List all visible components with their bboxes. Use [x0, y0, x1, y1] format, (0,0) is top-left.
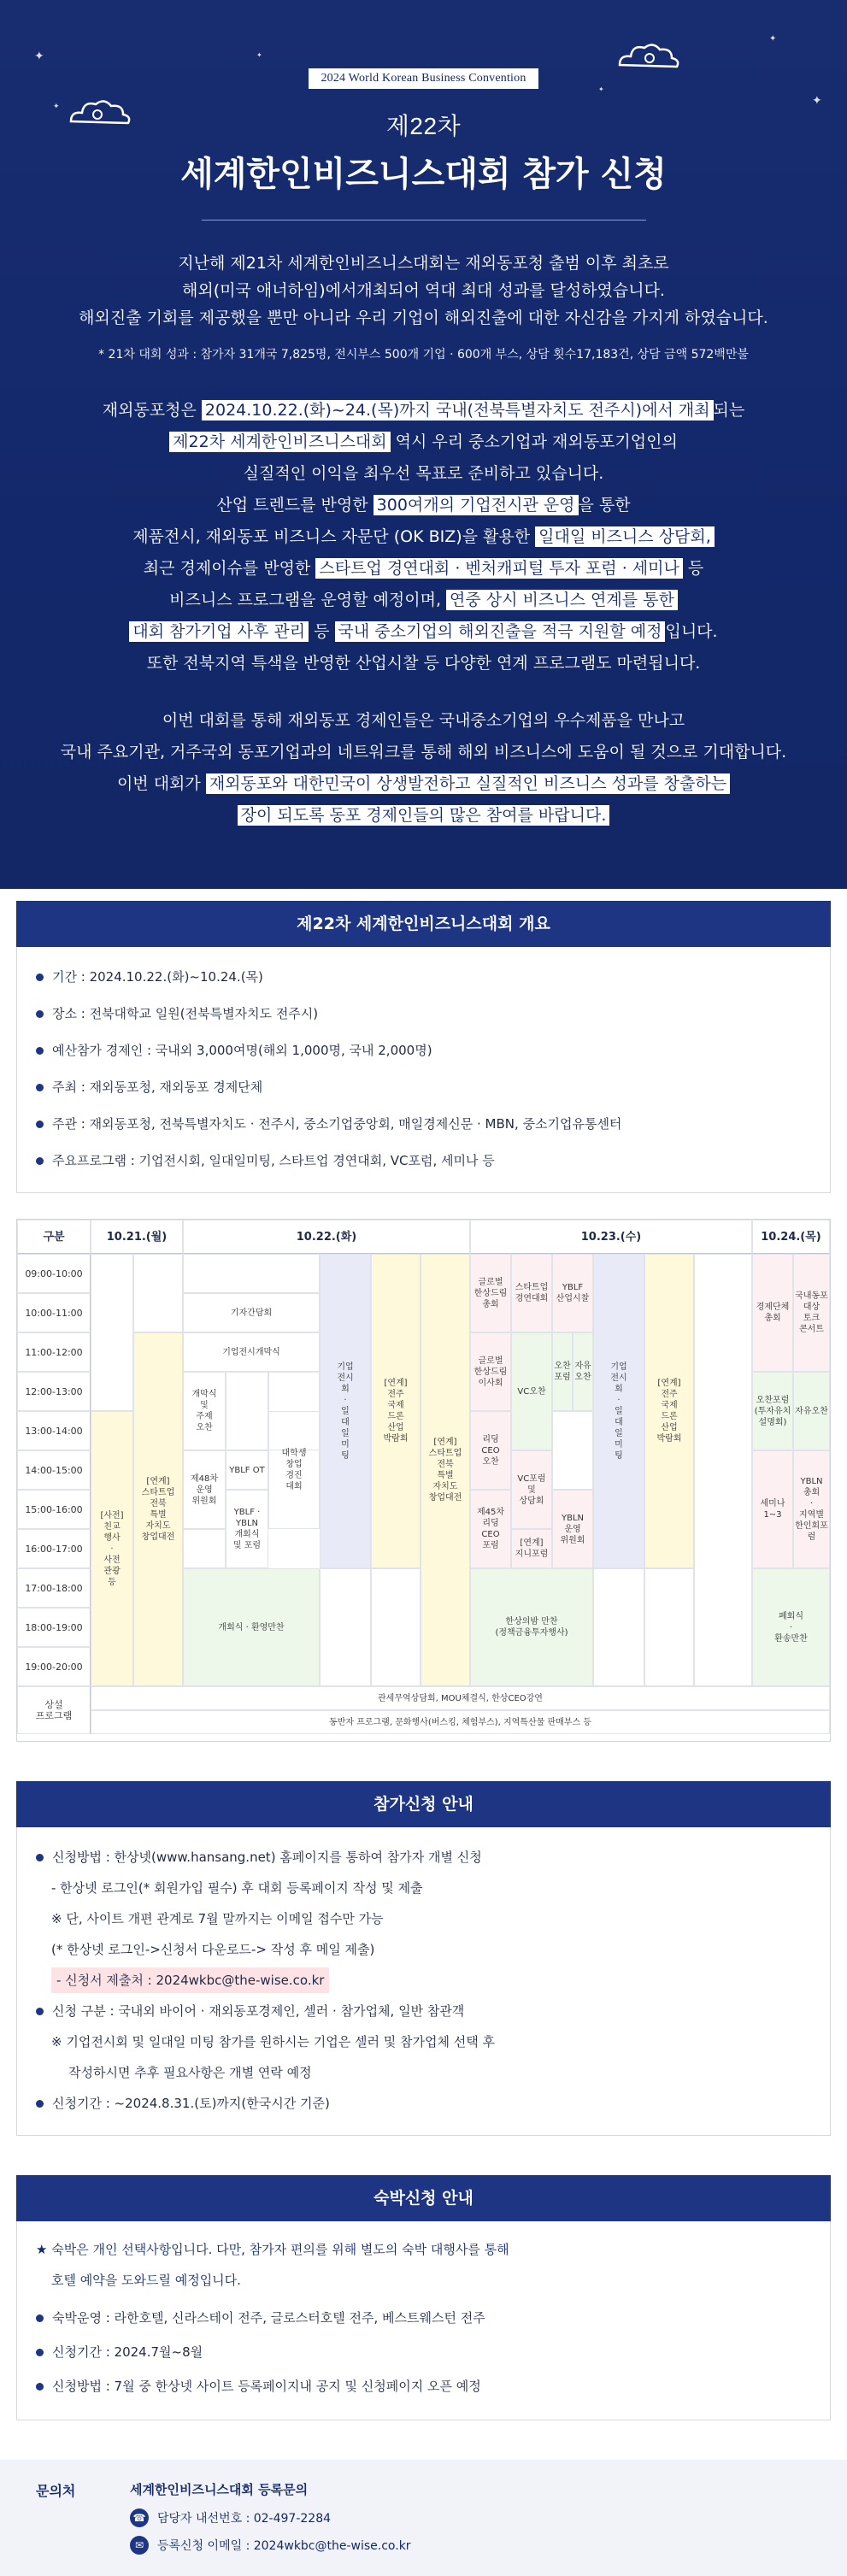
schedule-block: 세미나 1~3: [752, 1450, 793, 1568]
highlight-text: 장이 되도록 동포 경제인들의 많은 참여를 바랍니다.: [238, 805, 610, 826]
highlight-text: 국내 중소기업의 해외진출을 적극 지원할 예정: [335, 621, 666, 642]
star-icon: ✦: [812, 94, 822, 108]
overview-item-text: 예산참가 경제인 : 국내외 3,000여명(해외 1,000명, 국내 2,000명): [52, 1043, 432, 1058]
overview-item-text: 기간 : 2024.10.22.(화)~10.24.(목): [52, 969, 263, 985]
schedule-block: 기업 전시 회 · 일 대 일 미 팅: [593, 1254, 644, 1568]
text-segment: 국내 주요기관, 거주국외 동포기업과의 네트워크를 통해 해외 비즈니스에 도움이 될 것으로 기대합니다.: [60, 743, 787, 762]
schedule-block: 기자간담회: [183, 1293, 320, 1332]
paragraph-line: [0, 553, 847, 585]
schedule-block: 개막식 및 주제 오찬: [183, 1372, 226, 1450]
text-segment: 비즈니스 프로그램을 운영할 예정이며,: [169, 591, 447, 609]
overview-item-text: 주관 : 재외동포청, 전북특별자치도 · 전주시, 중소기업중앙회, 매일경제신문 · MBN, 중소기업유통센터: [52, 1116, 622, 1132]
star-icon: ✦: [256, 51, 262, 59]
schedule-block: 제48차 운영 위원회: [183, 1450, 226, 1529]
schedule-time-slot: 11:00-12:00: [17, 1332, 91, 1372]
hotel-item: [36, 2339, 811, 2365]
schedule-day-header: 10.24.(목): [752, 1220, 830, 1254]
schedule-time-slot: 19:00-20:00: [17, 1647, 91, 1686]
apply-period-text: 신청기간 : ~2024.8.31.(토)까지(한국시간 기준): [52, 2096, 330, 2111]
paragraph-line: [0, 521, 847, 553]
hotel-item: [36, 2305, 811, 2331]
schedule-block: VC포럼 및 상담회: [511, 1450, 552, 1529]
intro-line: 해외(미국 애너하임)에서개최되어 역대 최대 성과를 달성하였습니다.: [182, 281, 665, 300]
overview-title: 제22차 세계한인비즈니스대회 개요: [16, 901, 831, 947]
schedule-empty: [226, 1372, 268, 1450]
schedule-block: YBLN 운영 위원회: [552, 1490, 593, 1568]
schedule-empty: [133, 1254, 183, 1332]
schedule-block: [연계] 스타트업 전북 특별 자치도 창업대전: [421, 1254, 470, 1686]
highlight-text: 대회 참가기업 사후 관리: [129, 621, 309, 642]
apply-method: [36, 1844, 811, 1870]
paragraph-line: [0, 395, 847, 426]
overview-item-text: 주최 : 재외동포청, 재외동포 경제단체: [52, 1079, 263, 1095]
text-segment: 되는: [713, 401, 745, 420]
text-segment: 등: [682, 559, 704, 578]
intro-line: 지난해 제21차 세계한인비즈니스대회는 재외동포청 출범 이후 최초로: [178, 254, 669, 273]
highlight-text: 일대일 비즈니스 상담회,: [535, 526, 715, 547]
bullet-icon: [36, 1084, 44, 1091]
schedule-empty: [644, 1568, 694, 1686]
bullet-icon: [36, 1047, 44, 1055]
body-paragraph: [0, 395, 847, 679]
schedule-block: 기업전시개막식: [183, 1332, 320, 1372]
edition-label: 제22차: [385, 113, 462, 139]
schedule-time-slot: 09:00-10:00: [17, 1254, 91, 1293]
schedule-block: 폐회식 · 환송만찬: [752, 1568, 830, 1686]
overview-item: [36, 1111, 811, 1137]
text-segment: 재외동포청은: [102, 401, 202, 420]
intro-note: * 21차 대회 성과 : 참가자 31개국 7,825명, 전시부스 500개 기업 · 600개 부스, 상담 횟수17,183건, 상담 금액 572백만불: [98, 348, 749, 362]
schedule-block: 한상의밤 만찬 (정책금융투자행사): [470, 1568, 593, 1686]
mail-icon: ✉: [130, 2536, 149, 2555]
hotel-item-text: 신청방법 : 7월 중 한상넷 사이트 등록페이지내 공지 및 신청페이지 오픈 예정: [52, 2379, 481, 2394]
page-title: 세계한인비즈니스대회 참가 신청: [180, 155, 667, 194]
contact-phone-row: [130, 2508, 411, 2527]
bullet-icon: [36, 2008, 44, 2015]
schedule-empty: [183, 1254, 320, 1293]
hotel-title: 숙박신청 안내: [16, 2175, 831, 2221]
bullet-icon: [36, 2383, 44, 2391]
highlight-text: 재외동포와 대한민국이 상생발전하고 실질적인 비즈니스 성과를 창출하는: [206, 773, 730, 794]
schedule-block: 대학생 창업 경진 대회: [268, 1411, 320, 1529]
apply-category-sub: ※ 기업전시회 및 일대일 미팅 참가를 원하시는 기업은 셀러 및 참가업체 선택 후: [51, 2034, 495, 2050]
phone-icon: ☎: [130, 2508, 149, 2527]
apply-body: [16, 1827, 831, 2136]
apply-title: 참가신청 안내: [16, 1781, 831, 1827]
paragraph-line: [0, 616, 847, 648]
bullet-icon: [36, 1157, 44, 1165]
intro-text: [0, 250, 847, 362]
apply-category-sub: 작성하시면 추후 필요사항은 개별 연락 예정: [68, 2065, 312, 2080]
contact-footer: [0, 2460, 847, 2576]
overview-item: [36, 964, 811, 990]
contact-phone[interactable]: 담당자 내선번호 : 02-497-2284: [157, 2512, 332, 2526]
star-icon: ✦: [598, 85, 604, 93]
schedule-resident-label: 상설 프로그램: [17, 1686, 91, 1734]
contact-email[interactable]: 등록신청 이메일 : 2024wkbc@the-wise.co.kr: [157, 2539, 411, 2553]
schedule-block: 자유오찬: [793, 1372, 830, 1450]
schedule-time-slot: 10:00-11:00: [17, 1293, 91, 1332]
contact-label: 문의처: [36, 2483, 76, 2499]
schedule-empty: [320, 1568, 371, 1686]
bullet-icon: [36, 1854, 44, 1861]
text-segment: 을 통한: [578, 496, 631, 515]
overview-item: [36, 1148, 811, 1173]
cloud-ornament-right: [615, 39, 684, 74]
schedule-block: [연계] 전주 국제 드론 산업 박람회: [644, 1254, 694, 1568]
overview-item: [36, 1001, 811, 1026]
paragraph-line: [0, 426, 847, 458]
schedule-block: YBLN 총회 · 지역별 한인회포럼: [793, 1450, 830, 1568]
closing-paragraph: [0, 705, 847, 832]
schedule-block: 글로벌 한상드림 이사회: [470, 1332, 511, 1411]
cloud-ornament-left: [67, 96, 135, 130]
schedule-empty: [91, 1254, 133, 1411]
schedule-time-slot: 14:00-15:00: [17, 1450, 91, 1490]
paragraph-line: [0, 585, 847, 616]
overview-item-text: 주요프로그램 : 기업전시회, 일대일미팅, 스타트업 경연대회, VC포럼, 세미나 등: [52, 1153, 495, 1168]
text-segment: 등: [309, 622, 335, 641]
star-icon: ✦: [769, 34, 777, 44]
schedule-empty: [371, 1568, 421, 1686]
text-segment: 또한 전북지역 특색을 반영한 산업시찰 등 다양한 연계 프로그램도 마련됩니다.: [146, 654, 701, 673]
schedule-block: [연계] 지니포럼: [511, 1529, 552, 1568]
hotel-section: [0, 2136, 847, 2420]
paragraph-line: [0, 768, 847, 800]
contact-email-row: [130, 2536, 411, 2555]
highlight-text: 2024.10.22.(화)~24.(목)까지 국내(전북특별자치도 전주시)에서 개최: [202, 400, 714, 421]
schedule-block: [사전] 친교 행사 · 사전 관광 등: [91, 1411, 133, 1686]
text-segment: 역시 우리 중소기업과 재외동포기업인의: [390, 432, 678, 451]
schedule-time-slot: 18:00-19:00: [17, 1608, 91, 1647]
star-icon: ✦: [53, 103, 60, 111]
schedule-empty: [694, 1254, 752, 1686]
schedule-table: [16, 1219, 831, 1742]
highlight-text: 300여개의 기업전시관 운영: [374, 495, 579, 515]
apply-method-sub: ※ 단, 사이트 개편 관계로 7월 말까지는 이메일 접수만 가능: [51, 1911, 384, 1926]
apply-method-sub: (* 한상넷 로그인->신청서 다운로드-> 작성 후 메일 제출): [51, 1942, 375, 1957]
text-segment: 제품전시, 재외동포 비즈니스 자문단 (OK BIZ)을 활용한: [132, 527, 536, 546]
schedule-block: 리딩 CEO 오찬: [470, 1411, 511, 1490]
paragraph-line: [0, 648, 847, 679]
apply-method-sub: - 한상넷 로그인(* 회원가입 필수) 후 대회 등록페이지 작성 및 제출: [51, 1880, 423, 1896]
paragraph-line: [0, 490, 847, 521]
hotel-body: [16, 2221, 831, 2420]
schedule-resident-line: 관세무역상담회, MOU체결식, 한상CEO강연: [91, 1686, 830, 1710]
overview-item-text: 장소 : 전북대학교 일원(전북특별자치도 전주시): [52, 1006, 319, 1021]
schedule-block: 경제단체 총회: [752, 1254, 793, 1372]
schedule-header-label: 구분: [17, 1220, 91, 1254]
schedule-block: [연계] 스타트업 전북 특별 자치도 창업대전: [133, 1332, 183, 1686]
text-segment: 입니다.: [665, 622, 718, 641]
hotel-note: 호텔 예약을 도와드릴 예정입니다.: [51, 2273, 241, 2288]
text-segment: 실질적인 이익을 최우선 목표로 준비하고 있습니다.: [243, 464, 604, 483]
schedule-day-header: 10.22.(화): [183, 1220, 470, 1254]
bullet-icon: [36, 1120, 44, 1128]
intro-line: 해외진출 기회를 제공했을 뿐만 아니라 우리 기업이 해외진출에 대한 자신감을 가지게 하였습니다.: [79, 309, 768, 327]
hotel-item-text: 신청기간 : 2024.7월~8월: [52, 2344, 203, 2360]
schedule-time-slot: 17:00-18:00: [17, 1568, 91, 1608]
overview-section: [0, 889, 847, 1193]
schedule-block: 국내동포 대상 토크 콘서트: [793, 1254, 830, 1372]
schedule-block: YBLF OT: [226, 1450, 268, 1490]
bullet-icon: [36, 1010, 44, 1018]
apply-section: [0, 1742, 847, 2136]
text-segment: 이번 대회를 통해 재외동포 경제인들은 국내중소기업의 우수제품을 만나고: [162, 711, 685, 730]
apply-category-text: 신청 구분 : 국내외 바이어 · 재외동포경제인, 셀러 · 참가업체, 일반 참관객: [52, 2003, 465, 2019]
star-icon: ✦: [34, 50, 44, 63]
hotel-note: ★ 숙박은 개인 선택사항입니다. 다만, 참가자 편의를 위해 별도의 숙박 대행사를 통해: [36, 2242, 509, 2257]
schedule-block: 제45차 리딩 CEO 포럼: [470, 1490, 511, 1568]
schedule-resident-line: 동반자 프로그램, 문화행사(버스킹, 체험부스), 지역특산물 판매부스 등: [91, 1710, 830, 1734]
apply-email-row: [36, 1967, 811, 1993]
hotel-item: [36, 2373, 811, 2399]
schedule-block: 기업 전시 회 · 일 대 일 미 팅: [320, 1254, 371, 1568]
schedule-block: 스타트업 경연대회: [511, 1254, 552, 1332]
schedule-block: VC오찬: [511, 1332, 552, 1450]
paragraph-line: [0, 737, 847, 768]
contact-details: [130, 2480, 411, 2555]
schedule-block: 글로벌 한상드림 총회: [470, 1254, 511, 1332]
text-segment: 최근 경제이슈를 반영한: [143, 559, 316, 578]
highlight-text: 스타트업 경연대회 · 벤처캐피털 투자 포럼 · 세미나: [315, 558, 682, 579]
schedule-block: 오찬 포럼: [552, 1332, 573, 1411]
apply-category: [36, 1998, 811, 2024]
schedule-day-header: 10.23.(수): [470, 1220, 752, 1254]
bullet-icon: [36, 2100, 44, 2108]
hotel-item-text: 숙박운영 : 라한호텔, 신라스테이 전주, 글로스터호텔 전주, 베스트웨스턴 전주: [52, 2310, 485, 2326]
convention-badge: 2024 World Korean Business Convention: [309, 68, 538, 89]
schedule-time-slot: 15:00-16:00: [17, 1490, 91, 1529]
schedule-time-slot: 16:00-17:00: [17, 1529, 91, 1568]
schedule-empty: [552, 1411, 593, 1490]
paragraph-line: [0, 705, 847, 737]
contact-title: 세계한인비즈니스대회 등록문의: [130, 2482, 309, 2497]
apply-method-text: 신청방법 : 한상넷(www.hansang.net) 홈페이지를 통하여 참가자 개별 신청: [52, 1850, 482, 1865]
bullet-icon: [36, 2349, 44, 2356]
text-segment: 산업 트렌드를 반영한: [216, 496, 374, 515]
overview-item: [36, 1074, 811, 1100]
schedule-time-slot: 12:00-13:00: [17, 1372, 91, 1411]
schedule-empty: [183, 1529, 226, 1568]
highlight-text: 연중 상시 비즈니스 연계를 통한: [446, 590, 678, 610]
schedule-block: 자유 오찬: [573, 1332, 593, 1411]
schedule-time-slot: 13:00-14:00: [17, 1411, 91, 1450]
schedule-day-header: 10.21.(월): [91, 1220, 183, 1254]
bullet-icon: [36, 973, 44, 981]
overview-item: [36, 1038, 811, 1063]
schedule-block: [연계] 전주 국제 드론 산업 박람회: [371, 1254, 421, 1568]
paragraph-line: [0, 800, 847, 832]
schedule-block: YBLF · YBLN 개회식 및 포럼: [226, 1490, 268, 1568]
schedule-block: YBLF 산업시찰: [552, 1254, 593, 1332]
apply-email[interactable]: - 신청서 제출처 : 2024wkbc@the-wise.co.kr: [51, 1967, 329, 1993]
bullet-icon: [36, 2314, 44, 2322]
schedule-empty: [593, 1568, 644, 1686]
hero-section: [0, 0, 847, 889]
schedule-block: 오찬포럼 (투자유치 설명회): [752, 1372, 793, 1450]
schedule-section: [0, 1193, 847, 1742]
overview-body: [16, 947, 831, 1193]
paragraph-line: [0, 458, 847, 490]
schedule-block: 개회식 · 환영만찬: [183, 1568, 320, 1686]
apply-period: [36, 2091, 811, 2116]
highlight-text: 제22차 세계한인비즈니스대회: [169, 432, 390, 452]
title-divider: [202, 220, 646, 221]
text-segment: 이번 대회가: [116, 774, 206, 793]
